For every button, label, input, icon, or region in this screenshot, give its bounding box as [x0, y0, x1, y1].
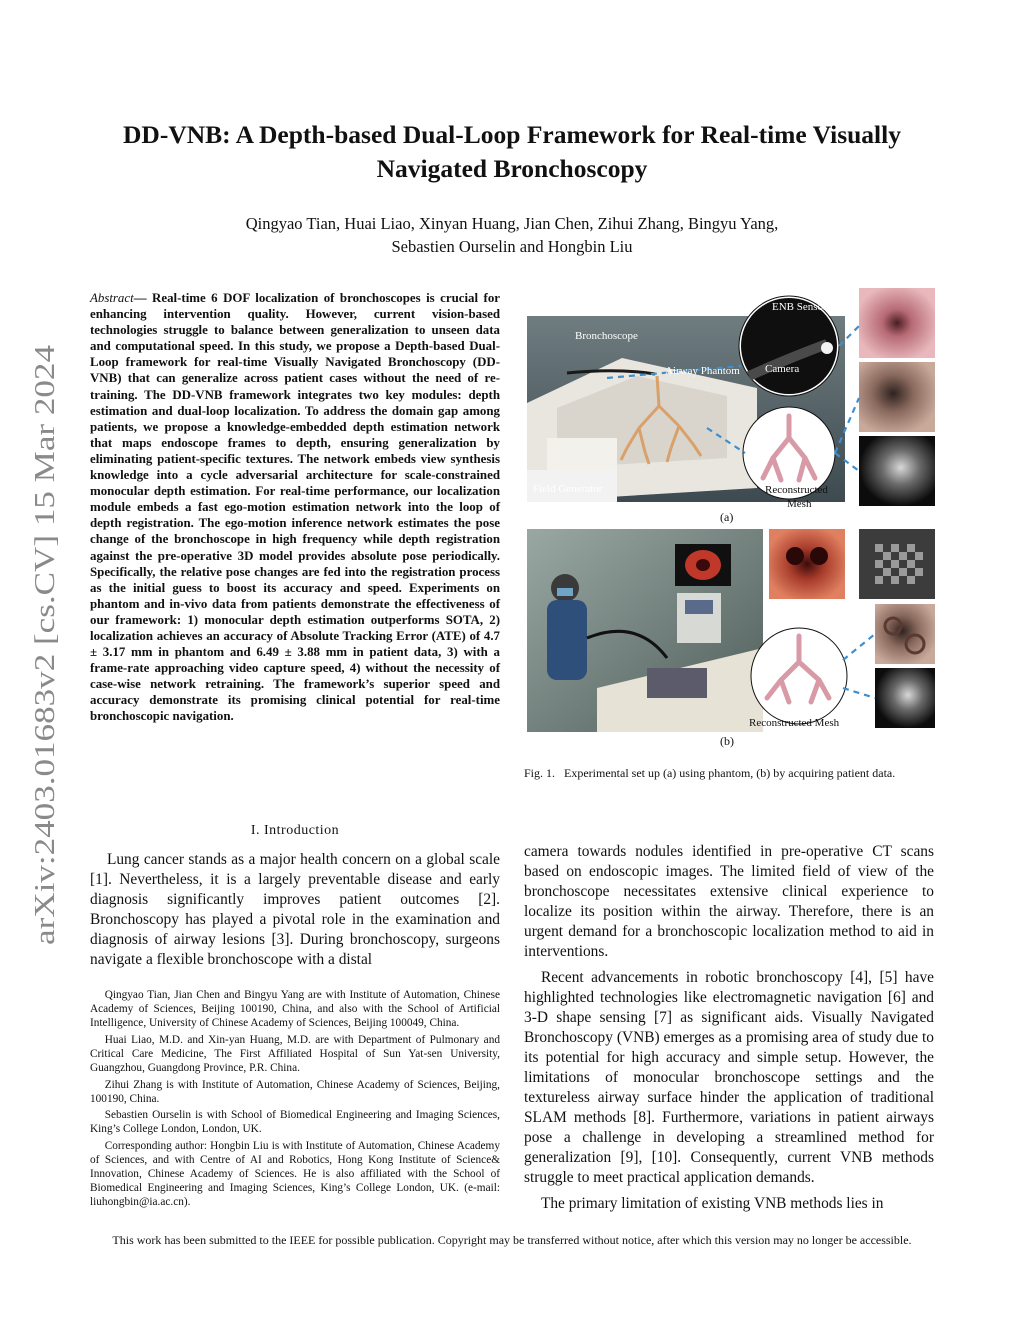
copyright-notice: This work has been submitted to the IEEE for possible publication. Copyright may be transferred without notice, after which this version may no longer be accessible.: [112, 1233, 912, 1247]
arxiv-identifier-text: arXiv:2403.01683v2 [cs.CV] 15 Mar 2024: [29, 448, 61, 945]
connector-lines-b: [843, 634, 875, 698]
footnote: Zihui Zhang is with Institute of Automation, Chinese Academy of Sciences, Beijing, 100190, China.: [90, 1078, 500, 1105]
depth-frame: [875, 668, 935, 728]
checkerboard-frame: [859, 529, 935, 599]
footnote: Huai Liao, M.D. and Xin-yan Huang, M.D. are with Department of Pulmonary and Critical Care Medicine, The First Affiliated Hospital of Sun Yat-sen University, Guangzhou, Guangdong Province, P.R. China.: [90, 1033, 500, 1074]
author-list: [140, 212, 884, 258]
author-line: Qingyao Tian, Huai Liao, Xinyan Huang, Jian Chen, Zihui Zhang, Bingyu Yang,: [245, 214, 779, 233]
right-column-text: [524, 842, 934, 1220]
label-reconstructed-mesh: Mesh: [787, 498, 812, 510]
footnote: Sebastien Ourselin is with School of Biomedical Engineering and Imaging Sciences, King’s College London, London, UK.: [90, 1109, 500, 1136]
panel-label-a: (a): [720, 510, 734, 524]
figure-caption-text: Experimental set up (a) using phantom, (b) by acquiring patient data.: [564, 766, 896, 780]
figure-caption-label: Fig. 1.: [524, 766, 556, 780]
endoscope-frame: [859, 362, 935, 432]
body-paragraph: Recent advancements in robotic bronchoscopy [4], [5] have highlighted technologies like electromagnetic navigation [6] and 3-D shape sensing [7] as significant aids. Visually Navigated Bronchoscopy (VNB) emerges as a promising area of study due to its potential for high accuracy and simple setup. However, the limitations of monocular bronchoscope settings and the textureless airway surface hinder the application of traditional SLAM methods [8]. Furthermore, variations in patient airways pose a challenge in developing a streamlined method for generalization [9], [10]. Consequently, current VNB methods struggle to meet practical application demands.: [524, 969, 934, 1186]
section-heading: I. Introduction: [250, 823, 340, 838]
label-bronchoscope: Bronchoscope: [575, 330, 638, 342]
figure-1: [527, 288, 935, 758]
footnote: Corresponding author: Hongbin Liu is with Institute of Automation, Chinese Academy of Sciences, and with Centre of AI and Robotics, Hong Kong Institute of Science& Innovation, Chinese Academy of Sciences. He is also affiliated with the School of Biomedical Engineering and Imaging Sciences, King’s College London, UK. (e-mail: liuhongbin@ia.ac.cn).: [90, 1139, 500, 1209]
mesh-inset-b: [751, 628, 847, 724]
affiliation-footnotes: [90, 988, 500, 1212]
depth-frame: [859, 436, 935, 506]
abstract-label: Abstract: [90, 291, 134, 305]
panel-label-b: (b): [720, 734, 734, 748]
label-enb-sensor: ENB Sensor: [772, 301, 827, 313]
endoscope-frame: [859, 288, 935, 358]
label-airway-phantom: Airway Phantom: [665, 365, 740, 377]
label-field-generator: Field Generator: [533, 483, 603, 495]
label-camera: Camera: [765, 363, 800, 375]
footnote: Qingyao Tian, Jian Chen and Bingyu Yang are with Institute of Automation, Chinese Academy of Sciences, Beijing 100190, China, and also with the School of Artificial Intelligence, University of Chinese Academy of Sciences, Beijing 100049, China.: [90, 989, 500, 1030]
body-paragraph: The primary limitation of existing VNB methods lies in: [540, 1195, 884, 1212]
abstract-text: Real-time 6 DOF localization of bronchoscopes is crucial for enhancing intervention quality. However, current vision-based technologies struggle to balance between generalization to unseen data and computational speed. In this study, we propose a Depth-based Dual-Loop framework for real-time Visually Navigated Bronchoscopy (DD-VNB) that can generalize across patient cases without the need of re-training. The DD-VNB framework integrates two key modules: depth estimation and dual-loop localization. To address the domain gap among patients, we propose a knowledge-embedded depth estimation network that maps endoscope frames to depth, ensuring generalization by eliminating patient-specific textures. The network embeds view synthesis knowledge into a cycle adversarial architecture for scale-constrained monocular depth estimation. For real-time performance, our localization module embeds a fast ego-motion estimation network into the loop of depth registration. The ego-motion inference network estimates the pose change of the bronchoscope in high frequency while depth registration against the pre-operative 3D model provides absolute pose periodically. Specifically, the relative pose changes are fed into the registration process as the initial guess to boost its accuracy and speed. Experiments on phantom and in-vivo data from patients demonstrate the effectiveness of our framework: 1) monocular depth estimation outperforms SOTA, 2) localization achieves an accuracy of Absolute Tracking Error (ATE) of 4.7 ± 3.17 mm in phantom and 6.49 ± 3.88 mm in patient data, 3) with a frame-rate approaching video capture speed, 4) without the necessity of case-wise network retraining. The framework’s superior speed and accuracy demonstrate its promising clinical potential for real-time bronchoscopic navigation.: [90, 291, 500, 724]
intro-paragraph: Lung cancer stands as a major health concern on a global scale [1]. Nevertheless, it is a largely preventable disease and early diagnosis significantly improves patient outcomes [2]. Bronchoscopy has played a pivotal role in the examination and diagnosis of airway lesions [3]. During bronchoscopy, surgeons navigate a flexible bronchoscope with a distal: [90, 851, 500, 968]
abstract: Abstract— Real-time 6 DOF localization of bronchoscopes is crucial for enhancing intervention quality. However, current vision-based technologies struggle to balance between generalization to unseen data and computational speed. In this study, we propose a Depth-based Dual-Loop framework for real-time Visually Navigated Bronchoscopy (DD-VNB) that can generalize across patient cases without the need of re-training. The DD-VNB framework integrates two key modules: depth estimation and dual-loop localization. To address the domain gap among patients, we propose a knowledge-embedded depth estimation network that maps endoscope frames to depth, ensuring generalization by eliminating patient-specific textures. The network embeds view synthesis knowledge into a cycle adversarial architecture for scale-constrained monocular depth estimation. For real-time performance, our localization module embeds a fast ego-motion estimation network into the loop of depth registration. The ego-motion inference network estimates the pose change of the bronchoscope in high frequency while depth registration against the pre-operative 3D model provides absolute pose periodically. Specifically, the relative pose changes are fed into the registration process as the initial guess to boost its accuracy and speed. Experiments on phantom and in-vivo data from patients demonstrate the effectiveness of our framework: 1) monocular depth estimation outperforms SOTA, 2) localization achieves an accuracy of Absolute Tracking Error (ATE) of 4.7 ± 3.17 mm in phantom and 6.49 ± 3.88 mm in patient data, 3) with a frame-rate approaching video capture speed, 4) without the necessity of case-wise network retraining. The framework’s superior speed and accuracy demonstrate its promising clinical potential for real-time bronchoscopic navigation.: [90, 291, 500, 724]
paper-title: DD-VNB: A Depth-based Dual-Loop Framework for Real-time Visually Navigated Bronchoscopy: [123, 120, 901, 183]
arxiv-identifier: [10, 340, 70, 950]
author-line: Sebastien Ourselin and Hongbin Liu: [391, 237, 633, 256]
panel-b-photo: [527, 529, 763, 732]
label-reconstructed-mesh: Reconstructed Mesh: [749, 717, 840, 729]
endoscope-frame: [875, 604, 935, 664]
endoscope-frame: [769, 529, 845, 599]
body-paragraph: camera towards nodules identified in pre-operative CT scans based on endoscopic images. The limited field of view of the bronchoscope necessitates extensive clinical experience to localize its position within the airway. Therefore, there is an urgent demand for a bronchoscopic localization method to aid in interventions.: [524, 843, 934, 960]
label-reconstructed-mesh: Reconstructed: [765, 484, 828, 496]
figure-caption: [524, 766, 934, 781]
